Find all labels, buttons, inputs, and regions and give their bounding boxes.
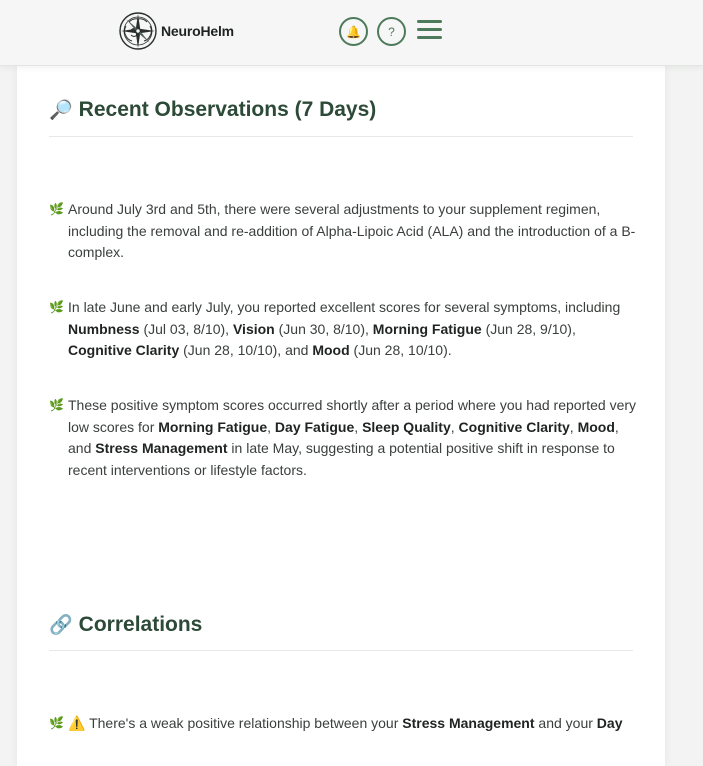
text-segment: (Jun 28, 10/10), and [179,342,313,358]
link-icon: 🔗 [49,615,73,636]
text-segment: These positive symptom scores occurred shortly after a period where you had reported very low scores for [68,397,637,435]
list-item [49,713,639,735]
leaf-icon: 🌿 [49,398,64,412]
text-segment: , [354,418,363,435]
menu-bar [417,36,442,39]
text-segment: , and [68,418,619,456]
leaf-icon: 🌿 [49,202,64,216]
text-segment: , [450,418,459,435]
correlations-heading [49,613,202,637]
correlation-text [68,715,622,731]
emphasized-term: Sleep Quality [362,418,451,435]
observation-text [68,201,635,260]
text-segment: (Jun 30, 8/10), [274,320,373,337]
menu-bar [417,28,442,31]
text-segment: , [569,418,578,435]
brand-name: NeuroHelm [161,23,234,39]
emphasized-term: Cognitive Clarity [68,342,180,358]
emphasized-term: Stress Management [402,715,535,731]
observations-title: Recent Observations (7 Days) [78,98,377,121]
emphasized-term: Mood [312,342,350,358]
section-divider [49,650,633,651]
question-mark-icon: ? [388,24,395,39]
text-segment: In late June and early July, you reported excellent scores for several symptoms, including [68,299,621,315]
text-segment: Around July 3rd and 5th, there were several adjustments to your supplement regimen, including the removal and re-addition of Alpha-Lipoic Acid (ALA) and the introduction of a B-complex. [68,201,636,260]
emphasized-term: Vision [232,320,275,337]
text-segment: (Jun 28, 10/10). [349,342,452,358]
text-segment: and your [534,715,597,731]
magnifier-icon: 🔎 [49,100,73,121]
emphasized-term: Morning Fatigue [372,320,482,337]
list-item [49,395,639,481]
observation-text [68,397,636,478]
list-item [49,199,639,264]
emphasized-term: Numbness [68,320,140,337]
text-segment: (Jul 03, 8/10), [139,320,233,337]
emphasized-term: Day Fatigue [274,418,355,435]
emphasized-term: Cognitive Clarity [458,418,570,435]
text-segment: , [267,418,275,435]
bell-icon: 🔔 [346,24,361,39]
hamburger-menu-button[interactable] [417,20,442,42]
correlations-title: Correlations [78,613,203,636]
leaf-icon: 🌿 [49,716,64,730]
leaf-icon: 🌿 [49,300,64,314]
emphasized-term: Day [596,715,623,731]
list-item [49,297,639,362]
text-segment: (Jun 28, 9/10), [481,320,576,337]
emphasized-term: Morning Fatigue [158,418,268,435]
observations-heading [49,98,376,122]
text-segment: ⚠️ There's a weak positive relationship between your [68,715,403,731]
observation-text [68,299,620,358]
section-divider [49,136,633,137]
menu-bar [417,20,442,23]
notifications-button[interactable] [339,17,368,46]
insights-card [17,66,665,766]
top-navigation-bar [0,0,703,66]
emphasized-term: Stress Management [95,440,228,456]
text-segment: in late May, suggesting a potential positive shift in response to recent interventions or lifestyle factors. [68,440,615,478]
help-button[interactable] [377,17,406,46]
emphasized-term: Mood [577,418,615,435]
brain-compass-logo-icon [117,10,159,52]
brand-home-link[interactable] [117,10,234,52]
